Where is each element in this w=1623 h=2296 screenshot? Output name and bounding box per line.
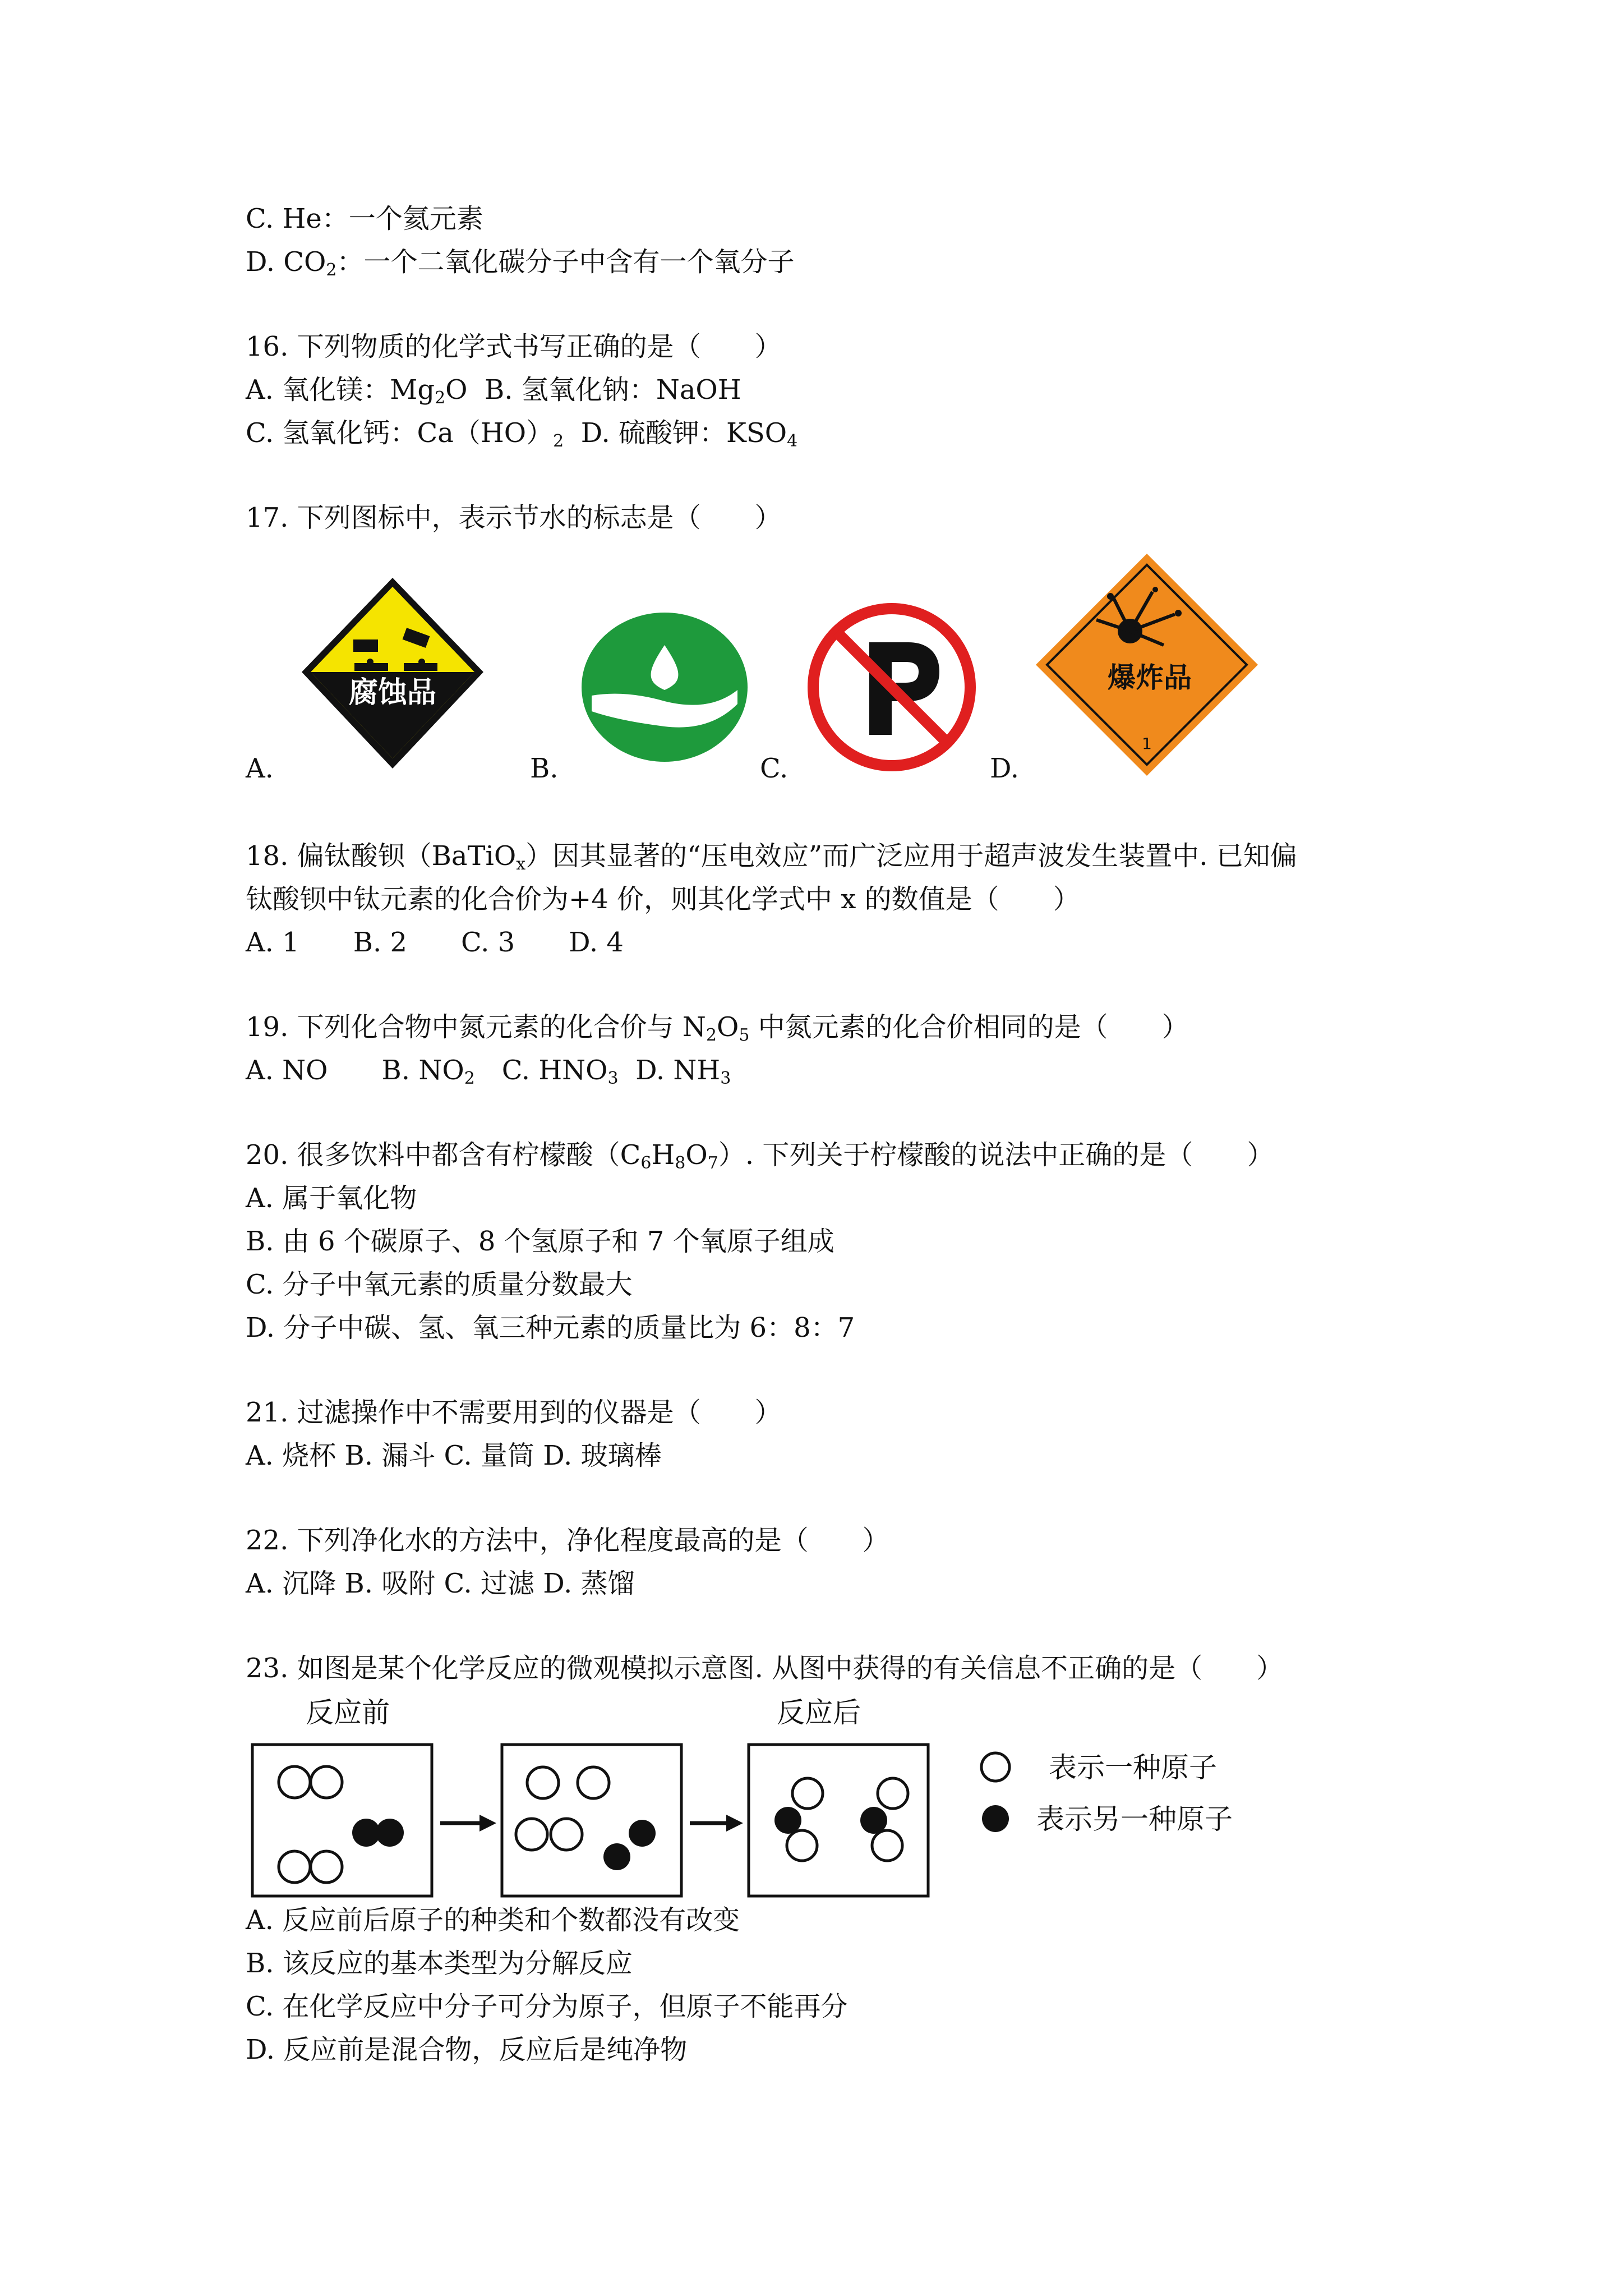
- no-parking-sign-icon: [808, 603, 976, 771]
- q21-stem: 21. 过滤操作中不需要用到的仪器是（ ）: [246, 1397, 782, 1428]
- legend-white-text: 表示一种原子: [1049, 1751, 1217, 1784]
- q23-option-d: D. 反应前是混合物，反应后是纯净物: [246, 2034, 688, 2065]
- q17-stem: 17. 下列图标中，表示节水的标志是（ ）: [246, 502, 782, 533]
- q20-option-c: C. 分子中氧元素的质量分数最大: [246, 1269, 633, 1300]
- q15-option-d: D. $CO_2$：一个二氧化碳分子中含有一个氧分子: [246, 246, 795, 280]
- q23-option-c: C. 在化学反应中分子可分为原子，但原子不能再分: [246, 1991, 848, 2022]
- arrow-icon: [726, 1815, 743, 1832]
- q18-options: A. 1 B. 2 C. 3 D. 4: [246, 927, 624, 958]
- explosive-sign-text: 爆炸品: [1108, 661, 1192, 694]
- explosive-sign-icon: [1035, 553, 1259, 777]
- q23-stem: 23. 如图是某个化学反应的微观模拟示意图. 从图中获得的有关信息不正确的是（ ）: [246, 1653, 1284, 1684]
- white-atom-legend-icon: [981, 1753, 1009, 1781]
- q20-option-a: A. 属于氧化物: [246, 1182, 417, 1214]
- q20-stem: 20. 很多饮料中都含有柠檬酸$(C_6H_8O_7)$. 下列关于柠檬酸的说法中正确的是（ ）: [246, 1139, 1274, 1173]
- q22-options: A. 沉降 B. 吸附 C. 过滤 D. 蒸馏: [246, 1568, 635, 1599]
- water-saving-sign-icon: [580, 611, 749, 763]
- reaction-diagram: [241, 1688, 1267, 1913]
- q19-options: A. NO B. $NO_2$ C. $HNO_3$ D. $NH_3$: [246, 1055, 731, 1088]
- q16-options-ab: A. 氧化镁：$Mg_2O$ B. 氢氧化钠：NaOH: [246, 374, 741, 408]
- before-reaction-label: 反应前: [306, 1696, 390, 1729]
- q17-label-d: D.: [990, 753, 1020, 784]
- q17-label-b: B.: [530, 753, 559, 784]
- q17-label-c: C.: [760, 753, 789, 784]
- q16-options-cd: C. 氢氧化钙：$Ca(HO)_2$ D. 硫酸钾：$KSO_4$: [246, 417, 798, 451]
- q17-label-a: A.: [246, 753, 274, 784]
- corrosive-sign-icon: [292, 578, 494, 774]
- explosive-sign-number: 1: [1142, 734, 1152, 753]
- q16-stem: 16. 下列物质的化学式书写正确的是（ ）: [246, 331, 782, 362]
- q15-option-c: C. He：一个氦元素: [246, 203, 483, 234]
- q20-option-d: D. 分子中碳、氢、氧三种元素的质量比为 6：8：7: [246, 1312, 855, 1343]
- after-reaction-label: 反应后: [777, 1696, 861, 1729]
- q23-option-b: B. 该反应的基本类型为分解反应: [246, 1948, 633, 1979]
- black-atom-legend-icon: [982, 1805, 1009, 1832]
- q18-stem-line1: 18. 偏钛酸钡（BaTiO$_x$）因其显著的“压电效应”而广泛应用于超声波发生装置中. 已知偏: [246, 840, 1297, 874]
- corrosive-sign-text: 腐蚀品: [348, 676, 437, 710]
- legend-black-text: 表示另一种原子: [1036, 1803, 1233, 1835]
- q19-stem: 19. 下列化合物中氮元素的化合价与 $N_2O_5$ 中氮元素的化合价相同的是（ ）: [246, 1011, 1189, 1045]
- q20-option-b: B. 由 6 个碳原子、8 个氢原子和 7 个氧原子组成: [246, 1226, 834, 1257]
- q21-options: A. 烧杯 B. 漏斗 C. 量筒 D. 玻璃棒: [246, 1440, 662, 1471]
- q23-option-a: A. 反应前后原子的种类和个数都没有改变: [246, 1904, 740, 1936]
- arrow-icon: [479, 1815, 496, 1832]
- q22-stem: 22. 下列净化水的方法中，净化程度最高的是（ ）: [246, 1525, 889, 1556]
- q18-stem-line2: 钛酸钡中钛元素的化合价为+4 价，则其化学式中 x 的数值是（ ）: [246, 884, 1080, 915]
